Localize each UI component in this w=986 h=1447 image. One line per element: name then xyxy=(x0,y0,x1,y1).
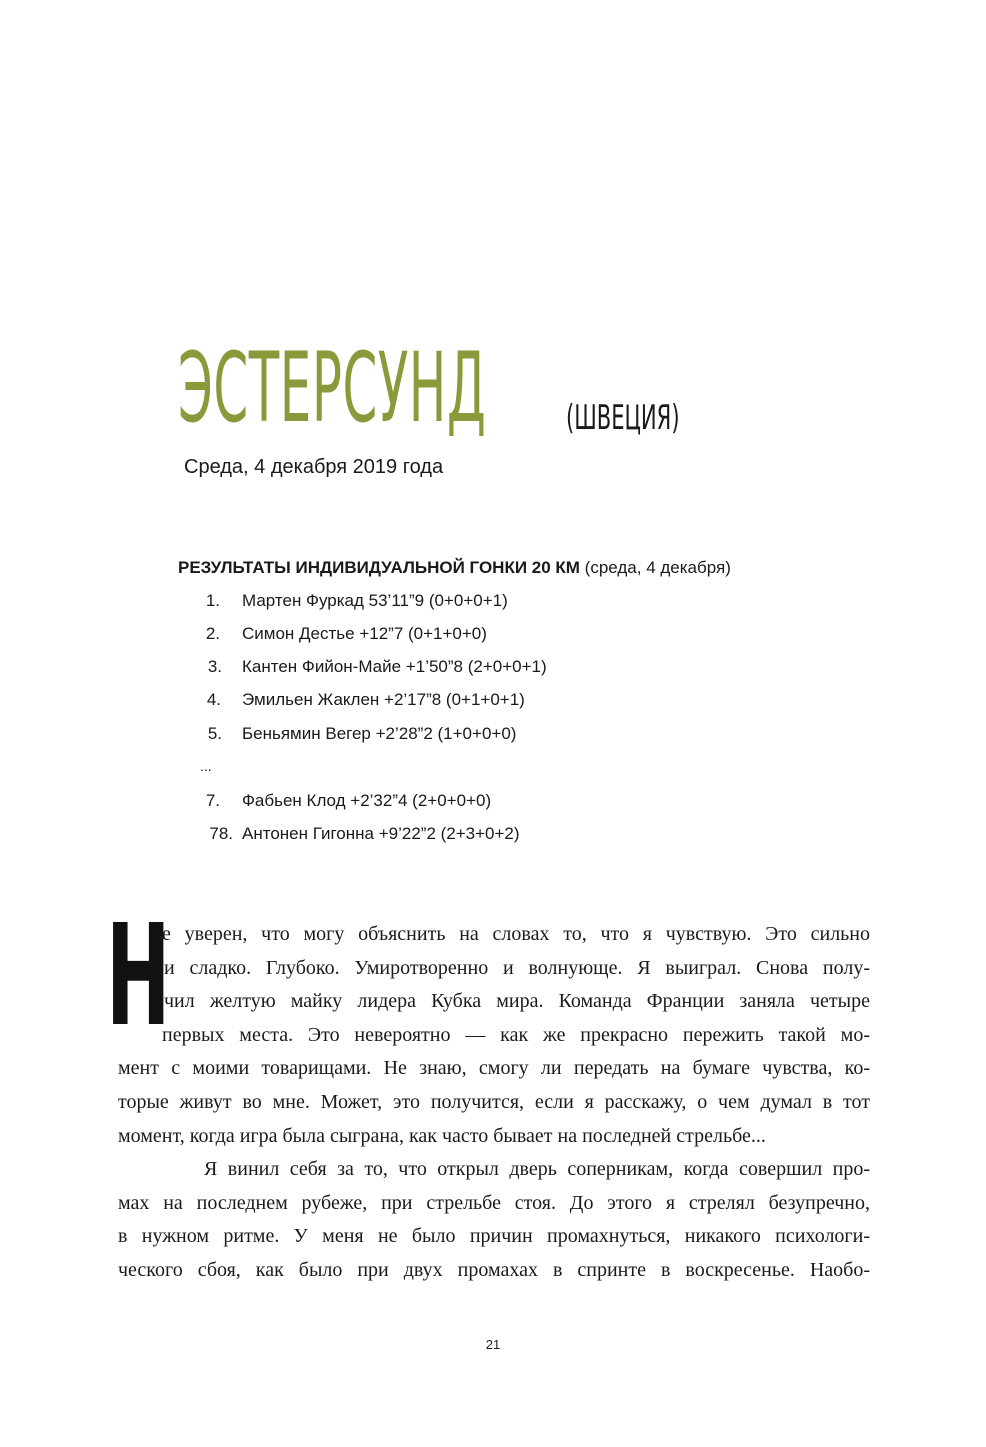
results-title-bold: РЕЗУЛЬТАТЫ ИНДИВИДУАЛЬНОЙ ГОНКИ 20 КМ xyxy=(178,558,580,577)
result-text: Кантен Фийон-Майе +1’50”8 (2+0+0+1) xyxy=(242,657,547,676)
chapter-subtitle: (ШВЕЦИЯ) xyxy=(566,398,680,438)
results-title-date: (среда, 4 декабря) xyxy=(579,558,731,577)
result-rank: 4. xyxy=(206,690,221,709)
body-line: ческого сбоя, как было при двух промахах в спринте в воскресенье. Наобо- xyxy=(118,1258,870,1281)
result-rank: 5. xyxy=(207,724,222,743)
page-number: 21 xyxy=(485,1337,501,1352)
result-text: Антонен Гигонна +9’22”2 (2+3+0+2) xyxy=(242,824,520,843)
result-row xyxy=(0,721,986,747)
result-text: Мартен Фуркад 53’11”9 (0+0+0+1) xyxy=(242,591,508,610)
body-line: первых места. Это невероятно — как же прекрасно пережить такой мо- xyxy=(162,1023,870,1046)
body-line: чил желтую майку лидера Кубка мира. Команда Франции заняла четыре xyxy=(164,990,870,1013)
result-row xyxy=(0,687,986,713)
body-line: мах на последнем рубеже, при стрельбе стоя. До этого я стрелял безупречно, xyxy=(118,1191,870,1214)
results-title xyxy=(178,556,731,580)
body-line: и сладко. Глубоко. Умиротворенно и волнующе. Я выиграл. Снова полу- xyxy=(164,956,870,979)
result-rank: 7. xyxy=(205,791,220,810)
result-row xyxy=(0,588,986,614)
body-line: мент с моими товарищами. Не знаю, смогу ли передать на бумаге чувства, ко- xyxy=(118,1057,870,1080)
body-line: Я винил себя за то, что открыл дверь соперникам, когда совершил про- xyxy=(204,1158,870,1181)
result-rank: 1. xyxy=(205,591,220,610)
result-text: Эмильен Жаклен +2’17”8 (0+1+0+1) xyxy=(242,690,525,709)
body-line: момент, когда игра была сыграна, как часто бывает на последней стрельбе... xyxy=(118,1124,766,1147)
result-rank: 3. xyxy=(207,657,222,676)
drop-cap: Н xyxy=(106,895,171,1058)
body-line: е уверен, что могу объяснить на словах то, что я чувствую. Это сильно xyxy=(162,923,870,945)
result-rank: 2. xyxy=(205,624,220,643)
result-row xyxy=(0,654,986,680)
chapter-date: Среда, 4 декабря 2019 года xyxy=(184,456,444,478)
result-row xyxy=(0,821,986,847)
result-rank: 78. xyxy=(209,824,233,843)
result-text: Беньямин Вегер +2’28”2 (1+0+0+0) xyxy=(242,724,517,743)
result-row xyxy=(0,788,986,814)
body-line: в нужном ритме. У меня не было причин промахнуться, никакого психологи- xyxy=(118,1225,870,1248)
results-ellipsis: ... xyxy=(200,758,212,774)
body-text xyxy=(118,918,870,1288)
result-text: Фабьен Клод +2’32”4 (2+0+0+0) xyxy=(242,791,492,810)
result-text: Симон Дестье +12”7 (0+1+0+0) xyxy=(242,624,487,643)
result-row xyxy=(0,621,986,647)
chapter-title: ЭСТЕРСУНД xyxy=(178,332,487,444)
body-line: торые живут во мне. Может, это получится, если я расскажу, о чем думал в тот xyxy=(118,1090,870,1113)
